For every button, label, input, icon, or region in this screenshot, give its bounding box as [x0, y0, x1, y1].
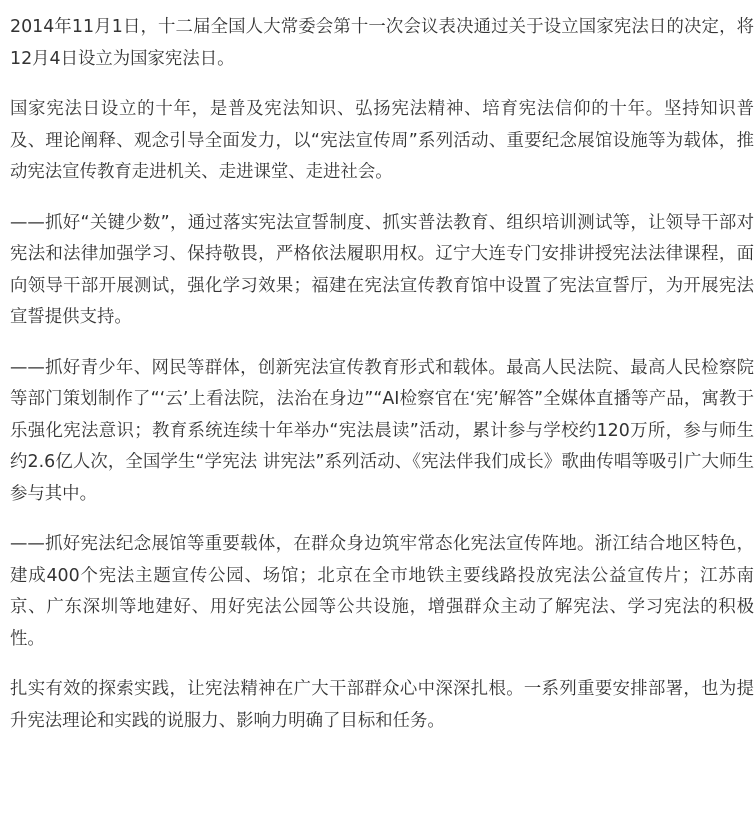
paragraph-decade-overview: 国家宪法日设立的十年，是普及宪法知识、弘扬宪法精神、培育宪法信仰的十年。坚持知识普及、理论阐释、观念引导全面发力，以“宪法宣传周”系列活动、重要纪念展馆设施等为载体，推动宪法宣传教育走进机关、走进课堂、走进社会。: [10, 99, 754, 182]
paragraph-key-minority: ——抓好“关键少数”，通过落实宪法宣誓制度、抓实普法教育、组织培训测试等，让领导干部对宪法和法律加强学习、保持敬畏，严格依法履职用权。辽宁大连专门安排讲授宪法法律课程，面向领导干部开展测试，强化学习效果；福建在宪法宣传教育馆中设置了宪法宣誓厅，为开展宪法宣誓提供支持。: [10, 212, 754, 327]
paragraph-youth-netizens: ——抓好青少年、网民等群体，创新宪法宣传教育形式和载体。最高人民法院、最高人民检察院等部门策划制作了“‘云’上看法院，法治在身边”“AI检察官在‘宪’解答”全媒体直播等产品，寓教于乐强化宪法意识；教育系统连续十年举办“宪法晨读”活动，累计参与学校约120万所，参与师生约2.6亿人次，全国学生“学宪法 讲宪法”系列活动、《宪法伴我们成长》歌曲传唱等吸引广大师生参与其中。: [10, 357, 754, 504]
paragraph-conclusion: 扎实有效的探索实践，让宪法精神在广大干部群众心中深深扎根。一系列重要安排部署，也为提升宪法理论和实践的说服力、影响力明确了目标和任务。: [10, 679, 754, 731]
paragraph-memorial-venues: ——抓好宪法纪念展馆等重要载体，在群众身边筑牢常态化宪法宣传阵地。浙江结合地区特色，建成400个宪法主题宣传公园、场馆；北京在全市地铁主要线路投放宪法公益宣传片；江苏南京、广东深圳等地建好、用好宪法公园等公共设施，增强群众主动了解宪法、学习宪法的积极性。: [10, 534, 754, 649]
paragraph-establishment: 2014年11月1日，十二届全国人大常委会第十一次会议表决通过关于设立国家宪法日的决定，将12月4日设立为国家宪法日。: [10, 17, 754, 69]
